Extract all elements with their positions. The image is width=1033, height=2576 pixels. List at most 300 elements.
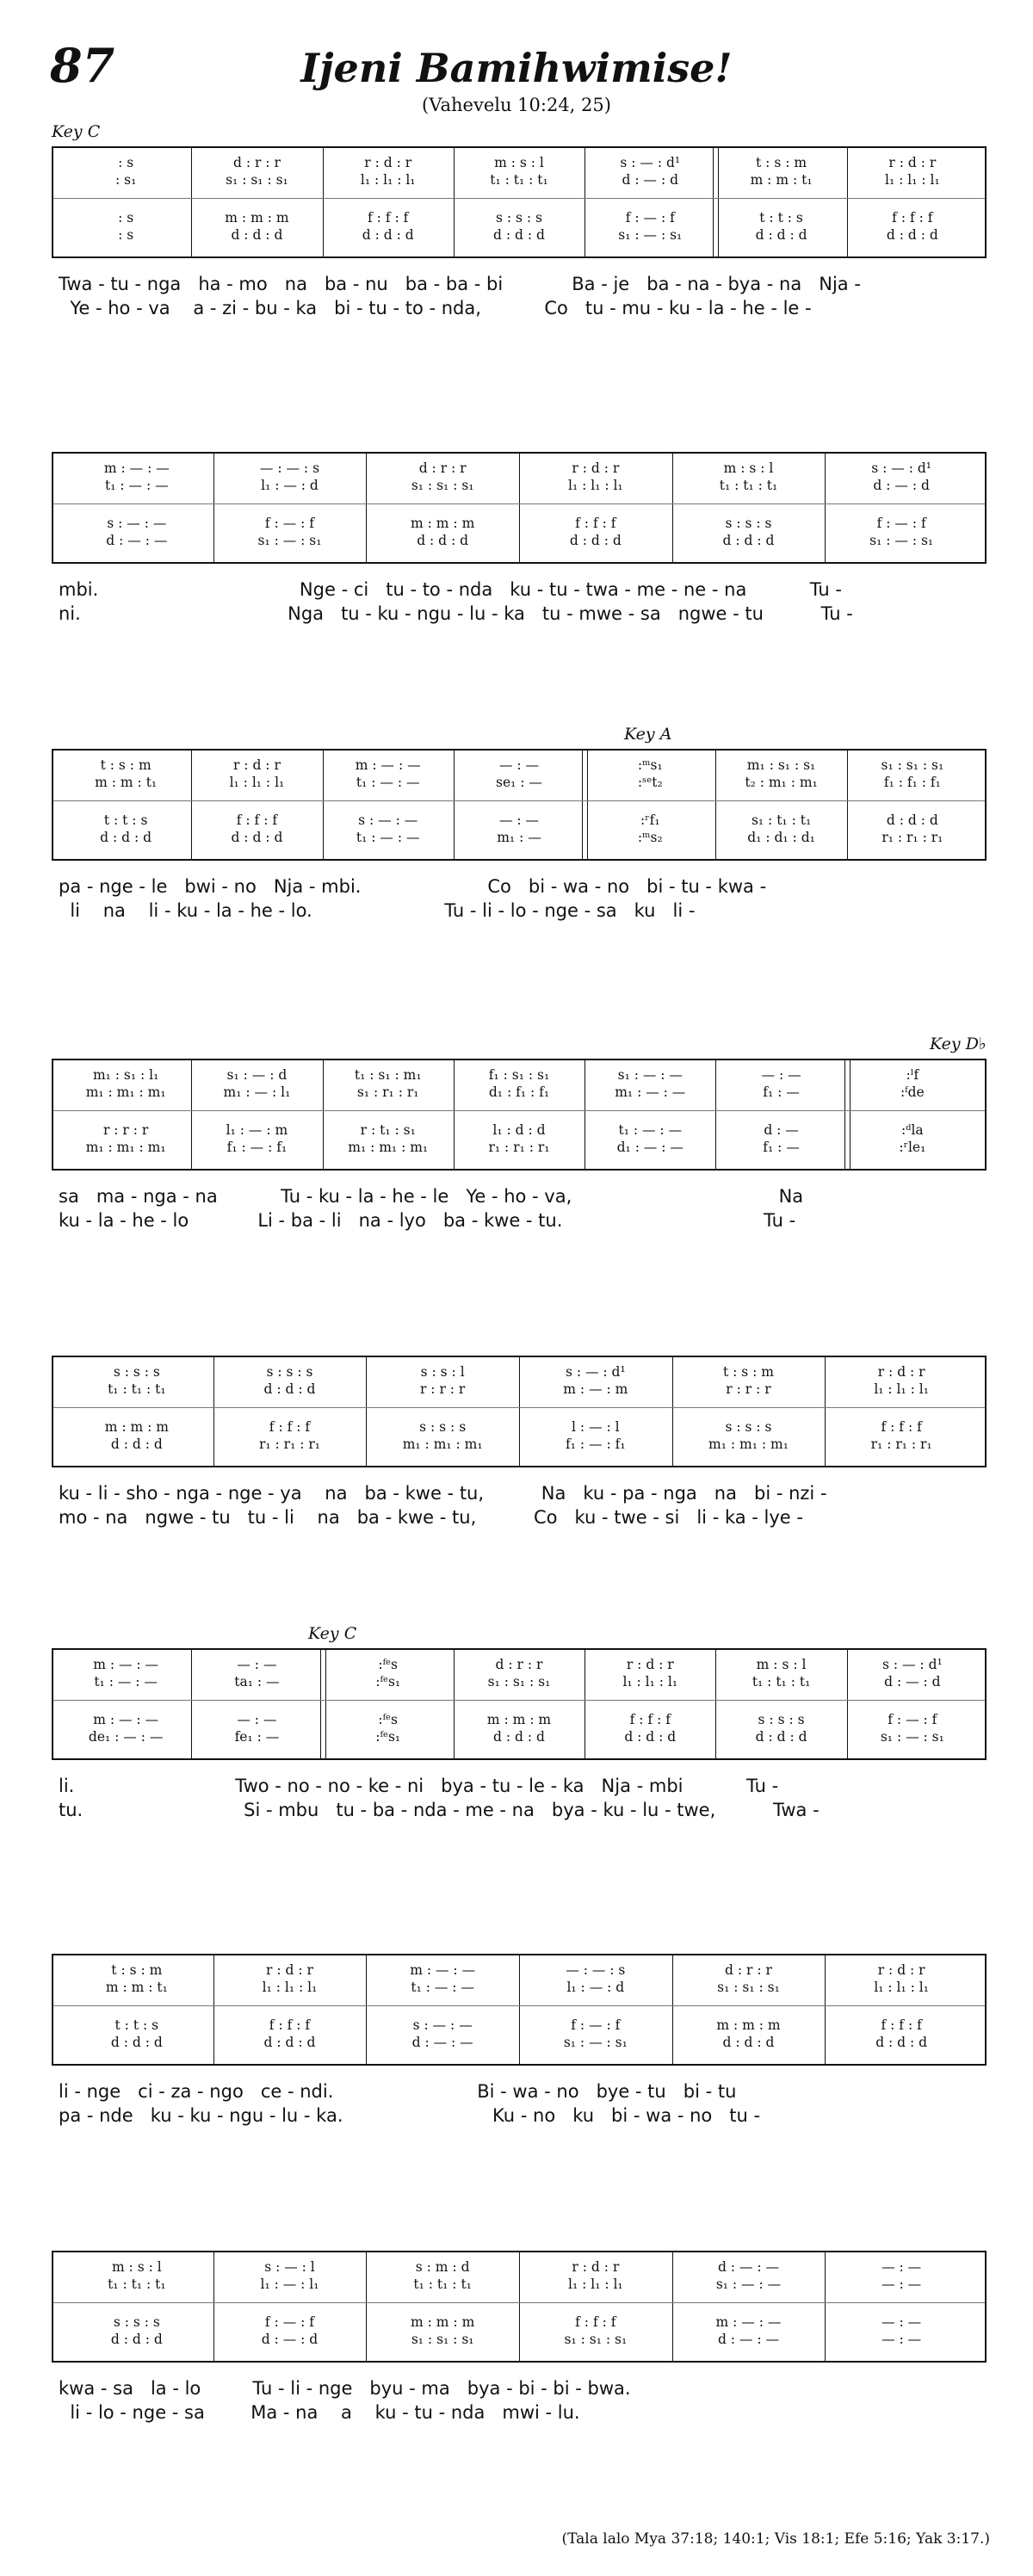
measure-notes: t₁ : — : — [94,1674,158,1690]
measure-notes: t₁ : — : — [356,775,420,790]
measure-notes: l₁ : l₁ : l₁ [885,172,940,188]
measure-notes: — : — [237,1657,277,1672]
measure-notes: l₁ : l₁ : l₁ [229,775,285,790]
measure-notes: m₁ : — [497,830,541,845]
bar-line [454,1650,455,1758]
measure-notes: t : s : m [100,757,152,773]
measure-notes: s : s : s [266,1364,313,1380]
measure-notes: : s [118,210,134,225]
measure-notes: t₁ : t₁ : t₁ [752,1674,811,1690]
song-title: Ijeni Bamihwimise! [300,45,733,91]
measure-notes: m : — : m [563,1381,628,1397]
bar-line [323,1060,324,1169]
sol-fa-system [52,1954,987,2066]
measure-notes: t₁ : t₁ : t₁ [719,478,778,493]
measure-notes: m : m : t₁ [750,172,813,188]
measure-notes: s₁ : t₁ : t₁ [751,812,812,828]
sol-fa-system [52,2251,987,2363]
measure-notes: l₁ : l₁ : l₁ [262,1980,318,1995]
measure-notes: t : t : s [103,812,148,828]
bar-line [844,1060,851,1169]
measure-notes: : s₁ [114,172,137,188]
lyric-line: ku - li - sho - nga - nge - ya na ba - kwe - tu, Na ku - pa - nga na bi - nzi - [59,1483,827,1504]
measure-notes: m : — : — [715,2314,782,2330]
measure-notes: m₁ : s₁ : l₁ [92,1067,159,1083]
measure-notes: f : f : f [629,1712,671,1727]
measure-notes: m₁ : — : l₁ [223,1084,291,1100]
measure-notes: r : d : r [572,2259,620,2275]
measure-notes: d : d : d [493,1729,545,1745]
measure-notes: m₁ : m₁ : m₁ [402,1436,483,1452]
measure-notes: — : — [881,2332,922,2347]
measure-notes: m : — : — [103,460,170,476]
measure-notes: s : s : s [495,210,542,225]
measure-notes: t₁ : — : — [105,478,169,493]
bar-line [847,1650,848,1758]
measure-notes: m : — : — [410,1962,476,1978]
bar-line [191,148,192,256]
measure-notes: s : — : — [107,516,167,531]
measure-notes: t : t : s [759,210,803,225]
stave-divider [53,2005,985,2006]
lyric-line: sa ma - nga - na Tu - ku - la - he - le Ye - ho - va, Na [59,1186,804,1207]
bar-line [366,2252,367,2361]
measure-notes: — : — [761,1067,801,1083]
measure-notes: r : d : r [626,1657,674,1672]
bar-line [323,148,324,256]
measure-notes: s₁ : s₁ : s₁ [411,478,474,493]
measure-notes: t₁ : s₁ : m₁ [354,1067,422,1083]
measure-notes: d : — : d [622,172,679,188]
measure-notes: l₁ : — : m [226,1122,288,1138]
measure-notes: d : r : r [495,1657,543,1672]
voice-part-row [53,155,985,172]
bar-line [825,454,826,562]
lyric-line: mo - na ngwe - tu tu - li na ba - kwe - tu, Co ku - twe - si li - ka - lye - [59,1507,803,1528]
key-signature: Key C [308,1624,357,1643]
measure-notes: r : d : r [266,1962,313,1978]
measure-notes: s₁ : s₁ : s₁ [564,2332,628,2347]
measure-notes: d₁ : — : — [616,1140,684,1155]
measure-notes: d : d : d [110,2332,163,2347]
measure-notes: d : — : d [884,1674,941,1690]
voice-part-row [53,1712,985,1729]
measure-notes: s₁ : — : — [617,1067,683,1083]
measure-notes: m₁ : m₁ : m₁ [708,1436,789,1452]
measure-notes: f : f : f [881,1419,922,1435]
measure-notes: d : d : d [493,227,545,243]
measure-notes: f₁ : s₁ : s₁ [488,1067,550,1083]
measure-notes: m : s : l [756,1657,807,1672]
bar-line [519,454,520,562]
measure-notes: f : f : f [368,210,409,225]
measure-notes: m₁ : — : — [615,1084,686,1100]
measure-notes: s : — : d¹ [881,1657,943,1672]
bar-line [454,751,455,859]
bar-line [847,148,848,256]
sol-fa-system [52,749,987,861]
measure-notes: d : r : r [725,1962,772,1978]
lyric-line: ni. Nga tu - ku - ngu - lu - ka tu - mwe - sa ngwe - tu Tu - [59,603,853,624]
measure-notes: s : — : — [412,2017,473,2033]
voice-part-row [53,757,985,775]
measure-notes: s : s : l [420,1364,465,1380]
measure-notes: r : r : r [419,1381,466,1397]
bar-line [366,454,367,562]
measure-notes: d : d : d [263,2035,316,2050]
measure-notes: l₁ : — : d [261,478,319,493]
measure-notes: s₁ : s₁ : s₁ [487,1674,551,1690]
bar-line [825,1357,826,1466]
measure-notes: s₁ : — : s₁ [618,227,683,243]
measure-notes: l₁ : — : l₁ [260,2276,319,2292]
lyric-line: kwa - sa la - lo Tu - li - nge byu - ma bya - bi - bi - bwa. [59,2378,631,2399]
measure-notes: — : — [498,757,540,773]
voice-part-row [53,830,985,847]
stave-divider [53,1110,985,1111]
measure-notes: f : — : f [571,2017,621,2033]
lyric-line: tu. Si - mbu tu - ba - nda - me - na bya - ku - lu - twe, Twa - [59,1800,820,1820]
bar-line [366,1955,367,2064]
measure-notes: r : d : r [572,460,620,476]
bar-line [213,454,214,562]
measure-notes: d : r : r [232,155,281,170]
measure-notes: : s [118,227,134,243]
measure-notes: r : t₁ : s₁ [360,1122,416,1138]
bar-line [519,1955,520,2064]
measure-notes: l₁ : l₁ : l₁ [567,478,623,493]
measure-notes: :ˢᵉt₂ [637,775,663,790]
measure-notes: s : s : s [758,1712,805,1727]
measure-notes: d : d : d [569,533,622,548]
measure-notes: s : m : d [415,2259,470,2275]
bar-line [213,1955,214,2064]
measure-notes: — : — [881,2276,922,2292]
measure-notes: d : — : — [717,2259,780,2275]
measure-notes: d : d : d [755,227,807,243]
bar-line [519,2252,520,2361]
bar-line [672,2252,673,2361]
key-signature: Key A [624,725,672,744]
measure-notes: t : s : m [111,1962,163,1978]
measure-notes: s₁ : s₁ : s₁ [226,172,288,188]
measure-notes: s : — : d¹ [871,460,932,476]
measure-notes: f : f : f [269,1419,311,1435]
measure-notes: fe₁ : — [234,1729,280,1745]
measure-notes: s : s : s [725,1419,772,1435]
bar-line [825,1955,826,2064]
bar-line [847,751,848,859]
measure-notes: m : s : l [723,460,774,476]
measure-notes: d : d : d [886,227,938,243]
bar-line [672,454,673,562]
measure-notes: f₁ : — : f₁ [226,1140,288,1155]
measure-notes: l₁ : l₁ : l₁ [874,1980,929,1995]
bar-line [582,751,588,859]
measure-notes: m : m : t₁ [95,775,158,790]
voice-part-row [53,1729,985,1746]
measure-notes: f₁ : — [763,1140,800,1155]
measure-notes: d : d : d [231,227,283,243]
measure-notes: :ᵈla [901,1122,924,1138]
bar-line [672,1955,673,2064]
lyric-line: li - nge ci - za - ngo ce - ndi. Bi - wa - no bye - tu bi - tu [59,2081,737,2102]
measure-notes: s₁ : r₁ : r₁ [356,1084,419,1100]
measure-notes: f : f : f [575,516,616,531]
measure-notes: f : — : f [888,1712,937,1727]
measure-notes: m : — : — [93,1712,159,1727]
measure-notes: d : — [764,1122,799,1138]
measure-notes: t : t : s [114,2017,159,2033]
bar-line [519,1357,520,1466]
measure-notes: s₁ : — : s₁ [257,533,322,548]
measure-notes: m : s : l [494,155,544,170]
measure-notes: d : — : d [261,2332,319,2347]
measure-notes: — : — [881,2259,922,2275]
measure-notes: f₁ : — : f₁ [566,1436,626,1452]
measure-notes: d : r : r [418,460,467,476]
measure-notes: m₁ : m₁ : m₁ [348,1140,429,1155]
measure-notes: d : — : — [106,533,168,548]
measure-notes: — : — [237,1712,277,1727]
lyric-line: Twa - tu - nga ha - mo na ba - nu ba - ba - bi Ba - je ba - na - bya - na Nja - [59,274,861,294]
stave-divider [53,503,985,504]
measure-notes: :ʳf₁ [640,812,660,828]
measure-notes: s : — : d¹ [565,1364,626,1380]
bar-line [191,1060,192,1169]
measure-notes: m : — : — [355,757,421,773]
voice-part-row [53,812,985,830]
lyric-line: pa - nde ku - ku - ngu - lu - ka. Ku - no ku bi - wa - no tu - [59,2105,761,2126]
voice-part-row [53,1674,985,1691]
voice-part-row [53,210,985,227]
measure-notes: :ˡf [906,1067,919,1083]
measure-notes: d : d : d [722,2035,775,2050]
measure-notes: d : d : d [100,830,152,845]
measure-notes: s₁ : s₁ : s₁ [717,1980,780,1995]
measure-notes: m₁ : m₁ : m₁ [85,1140,166,1155]
sol-fa-system [52,452,987,564]
measure-notes: t₂ : m₁ : m₁ [745,775,818,790]
measure-notes: d : d : d [417,533,469,548]
measure-notes: r : d : r [364,155,412,170]
measure-notes: l₁ : l₁ : l₁ [874,1381,929,1397]
measure-notes: r₁ : r₁ : r₁ [881,830,943,845]
key-signature: Key C [52,122,101,141]
measure-notes: :ᶠᵉs [378,1712,399,1727]
measure-notes: m : m : t₁ [105,1980,168,1995]
measure-notes: ta₁ : — [234,1674,280,1690]
measure-notes: m : m : m [411,2314,475,2330]
measure-notes: d : d : d [231,830,283,845]
measure-notes: :ᵐs₁ [637,757,663,773]
measure-notes: — : — [498,812,540,828]
measure-notes: s₁ : s₁ : s₁ [411,2332,474,2347]
bar-line [213,2252,214,2361]
measure-notes: s₁ : — : s₁ [869,533,934,548]
voice-part-row [53,775,985,792]
measure-notes: m₁ : s₁ : s₁ [746,757,816,773]
measure-notes: t₁ : — : — [618,1122,683,1138]
measure-notes: f : f : f [881,2017,922,2033]
measure-notes: t₁ : t₁ : t₁ [490,172,548,188]
bar-line [323,751,324,859]
bar-line [213,1357,214,1466]
measure-notes: de₁ : — : — [88,1729,164,1745]
measure-notes: f : f : f [269,2017,311,2033]
measure-notes: f : — : f [264,2314,315,2330]
bar-line [191,751,192,859]
bar-line [715,1650,716,1758]
measure-notes: m : m : m [486,1712,552,1727]
stave-divider [53,198,985,199]
lyric-line: pa - nge - le bwi - no Nja - mbi. Co bi - wa - no bi - tu - kwa - [59,876,767,897]
measure-notes: r₁ : r₁ : r₁ [870,1436,932,1452]
measure-notes: t₁ : — : — [411,1980,474,1995]
measure-notes: r : d : r [877,1962,925,1978]
measure-notes: s₁ : — : s₁ [563,2035,628,2050]
measure-notes: s₁ : — : d [226,1067,288,1083]
bar-line [825,2252,826,2361]
sol-fa-system [52,1356,987,1467]
measure-notes: s : s : s [113,2314,160,2330]
measure-notes: d : d : d [722,533,775,548]
measure-notes: l₁ : d : d [492,1122,546,1138]
measure-notes: t₁ : t₁ : t₁ [108,2276,166,2292]
measure-notes: t₁ : t₁ : t₁ [108,1381,166,1397]
sol-fa-system [52,1648,987,1760]
measure-notes: d : d : d [886,812,938,828]
measure-notes: s₁ : s₁ : s₁ [881,757,944,773]
measure-notes: t₁ : t₁ : t₁ [413,2276,472,2292]
sol-fa-system [52,146,987,258]
measure-notes: l₁ : l₁ : l₁ [360,172,416,188]
bar-line [454,1060,455,1169]
measure-notes: l₁ : — : d [566,1980,625,1995]
measure-notes: l₁ : l₁ : l₁ [622,1674,678,1690]
measure-notes: s : s : s [725,516,772,531]
key-signature: Key D♭ [930,1035,987,1053]
measure-notes: — : — : s [566,1962,626,1978]
bar-line [672,1357,673,1466]
measure-notes: r : d : r [232,757,281,773]
bar-line [715,751,716,859]
measure-notes: s : — : d¹ [620,155,681,170]
measure-notes: :ᶠde [900,1084,925,1100]
bar-line [713,148,719,256]
measure-notes: r : d : r [877,1364,925,1380]
bar-line [320,1650,326,1758]
measure-notes: : s [118,155,134,170]
measure-notes: r : r : r [726,1381,771,1397]
measure-notes: f₁ : — [763,1084,800,1100]
bar-line [366,1357,367,1466]
measure-notes: m : m : m [104,1419,169,1435]
measure-notes: d : — : — [411,2035,473,2050]
measure-notes: f : — : f [625,210,675,225]
measure-notes: s₁ : — : s₁ [880,1729,944,1745]
measure-notes: — : — : s [259,460,320,476]
bar-line [454,148,455,256]
measure-notes: f : f : f [236,812,278,828]
bar-line [715,1060,716,1169]
measure-notes: m : s : l [111,2259,162,2275]
measure-notes: m : m : m [716,2017,781,2033]
measure-notes: d : — : — [717,2332,780,2347]
measure-notes: :ᶠᵉs [378,1657,399,1672]
measure-notes: d : d : d [263,1381,316,1397]
measure-notes: s₁ : — : — [715,2276,782,2292]
voice-part-row [53,1657,985,1674]
measure-notes: m : m : m [225,210,289,225]
measure-notes: d : d : d [624,1729,677,1745]
lyric-line: li. Two - no - no - ke - ni bya - tu - le - ka Nja - mbi Tu - [59,1776,779,1796]
measure-notes: d : d : d [875,2035,928,2050]
measure-notes: :ʳle₁ [899,1140,926,1155]
measure-notes: — : — [881,2314,922,2330]
stave-divider [53,1700,985,1701]
lyric-line: mbi. Nge - ci tu - to - nda ku - tu - twa - me - ne - na Tu - [59,579,842,600]
measure-notes: r : r : r [102,1122,149,1138]
measure-notes: f : — : f [264,516,315,531]
measure-notes: d : d : d [755,1729,807,1745]
measure-notes: m : — : — [93,1657,159,1672]
voice-part-row [53,227,985,244]
lyric-line: Ye - ho - va a - zi - bu - ka bi - tu - to - nda, Co tu - mu - ku - la - he - le - [59,298,812,318]
footnote: (Tala lalo Mya 37:18; 140:1; Vis 18:1; Efe 5:16; Yak 3:17.) [561,2530,990,2548]
measure-notes: d₁ : d₁ : d₁ [747,830,815,845]
measure-notes: f₁ : f₁ : f₁ [883,775,941,790]
measure-notes: f : f : f [892,210,933,225]
measure-notes: d : d : d [110,1436,163,1452]
measure-notes: t₁ : — : — [356,830,420,845]
measure-notes: :ᶠᵉs₁ [375,1674,401,1690]
measure-notes: d₁ : f₁ : f₁ [488,1084,550,1100]
measure-notes: t : s : m [756,155,807,170]
measure-notes: m₁ : m₁ : m₁ [85,1084,166,1100]
measure-notes: s : s : s [113,1364,160,1380]
measure-notes: d : d : d [362,227,414,243]
measure-notes: d : — : d [873,478,930,493]
measure-notes: :ᶠᵉs₁ [375,1729,401,1745]
measure-notes: m : m : m [411,516,475,531]
bar-line [191,1650,192,1758]
measure-notes: r : d : r [888,155,937,170]
lyric-line: li - lo - nge - sa Ma - na a ku - tu - nda mwi - lu. [59,2402,580,2423]
measure-notes: s : s : s [419,1419,467,1435]
lyric-line: ku - la - he - lo Li - ba - li na - lyo ba - kwe - tu. Tu - [59,1210,796,1231]
measure-notes: se₁ : — [496,775,542,790]
stave-divider [53,1407,985,1408]
measure-notes: :ᵐs₂ [637,830,663,845]
sol-fa-system [52,1059,987,1171]
measure-notes: l : — : l [572,1419,620,1435]
measure-notes: r₁ : r₁ : r₁ [258,1436,320,1452]
measure-notes: f : — : f [876,516,926,531]
measure-notes: d : d : d [110,2035,163,2050]
measure-notes: s : — : l [264,2259,315,2275]
stave-divider [53,800,985,801]
scripture-reference: (Vahevelu 10:24, 25) [422,95,611,115]
voice-part-row [53,172,985,189]
measure-notes: f : f : f [575,2314,616,2330]
measure-notes: l₁ : l₁ : l₁ [567,2276,623,2292]
measure-notes: r₁ : r₁ : r₁ [488,1140,550,1155]
measure-notes: t : s : m [722,1364,774,1380]
lyric-line: li na li - ku - la - he - lo. Tu - li - lo - nge - sa ku li - [59,900,696,921]
measure-notes: s : — : — [358,812,418,828]
stave-divider [53,2302,985,2303]
